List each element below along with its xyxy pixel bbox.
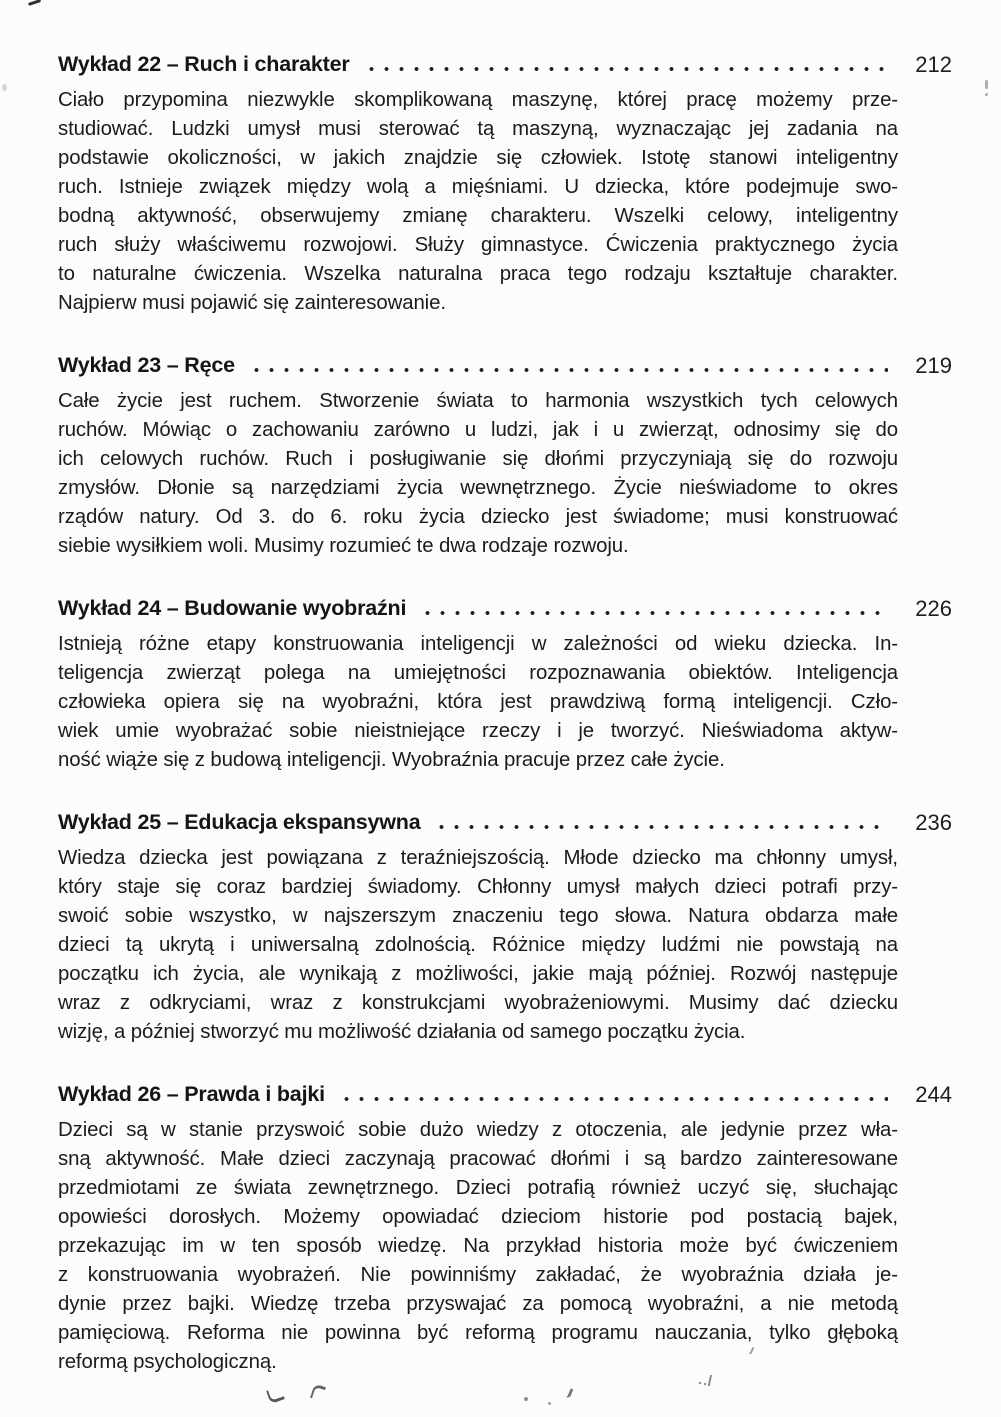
toc-entry-page-number: 236 [915,810,952,835]
scan-artifact [524,1397,528,1401]
summary-line: który staje się coraz bardziej świadomy. Chłonny umysł małych dzieci potrafi przy- [58,876,898,898]
toc-entry-title: Wykład 24 – Budowanie wyobraźni [58,596,407,620]
summary-line: Ciało przypomina niezwykle skomplikowaną maszynę, której pracę możemy prze- [58,89,898,111]
scan-artifact [548,1402,551,1405]
summary-line: podstawie okoliczności, w jakich znajdzie się człowiek. Istotę stanowi inteligentny [58,147,898,169]
summary-line: studiować. Ludzki umysł musi sterować tą maszyną, wyznaczając jej zadania na [58,118,898,140]
summary-line: teligencja zwierząt polega na umiejętności rozpoznawania obiektów. Inteligencja [58,662,898,684]
summary-line: początku ich życia, ale wynikają z możliwości, jakie mają później. Rozwój następuje [58,963,898,985]
toc-entry-title: Wykład 25 – Edukacja ekspansywna [58,810,421,834]
summary-line: bodną aktywność, obserwujemy zmianę charakteru. Wszelki celowy, inteligentny [58,205,898,227]
toc-entry-title: Wykład 26 – Prawda i bajki [58,1082,325,1106]
summary-line: sną aktywność. Małe dzieci zaczynają pracować dłońmi i są bardzo zainteresowane [58,1148,898,1170]
summary-line: Wiedza dziecka jest powiązana z teraźniejszością. Młode dziecko ma chłonny umysł, [58,847,898,869]
summary-line: przekazując im w ten sposób wiedzę. Na przykład historia może być ćwiczeniem [58,1235,898,1257]
toc-entry-summary [58,387,898,561]
toc-entry-title: Wykład 23 – Ręce [58,353,235,377]
toc-entry-page-number: 244 [915,1082,952,1107]
summary-line: to naturalne ćwiczenia. Wszelka naturalna praca tego rodzaju kształtuje charakter. [58,263,898,285]
scan-artifact [560,1385,574,1398]
toc-entry-heading [58,594,952,623]
toc-entry-heading [58,808,952,837]
summary-line: zmysłów. Dłonie są narzędziami życia wewnętrznego. Życie nieświadome to okres [58,477,898,499]
summary-line: dzieci tą ukrytą i uniwersalną zdolnością. Różnice między ludźmi nie powstają na [58,934,898,956]
toc-entry-lecture-25 [58,808,952,1047]
summary-line: rządów natury. Od 3. do 6. roku życia dziecko jest świadome; musi konstruować [58,506,898,528]
toc-entry-summary [58,86,898,318]
summary-line: reformą psychologiczną. [58,1351,277,1373]
scan-artifact [985,80,988,89]
toc-entry-heading [58,351,952,380]
summary-line: ruch. Istnieje związek między wolą a mięśniami. U dziecka, które podejmuje swo- [58,176,898,198]
dot-leader [420,610,888,616]
summary-line: dynie przez bajki. Wiedzę trzeba przyswajać za pomocą wyobraźni, a nie metodą [58,1293,898,1315]
toc-entry-summary [58,630,898,775]
summary-line: ruchów. Mówiąc o zachowaniu zarówno u ludzi, jak i u zwierząt, odnosimy się do [58,419,898,441]
summary-line: Istnieją różne etapy konstruowania inteligencji w zależności od wieku dziecka. In- [58,633,898,655]
dot-leader [364,66,888,72]
summary-line: pamięciową. Reforma nie powinna być reformą programu nauczania, tylko głęboką [58,1322,898,1344]
scan-artifact [985,93,988,96]
dot-leader [249,367,888,373]
toc-entry-lecture-24 [58,594,952,775]
toc-entry-lecture-23 [58,351,952,561]
summary-line: z konstruowania wyobrażeń. Nie powinniśmy zakładać, że wyobraźnia działa je- [58,1264,898,1286]
dot-leader [434,824,888,830]
scan-artifact [310,1384,326,1402]
toc-entry-page-number: 212 [915,52,952,77]
toc-entry-heading [58,50,952,79]
toc-entry-summary [58,1116,898,1377]
summary-line: ność wiąże się z budową inteligencji. Wyobraźnia pracuje przez całe życie. [58,749,725,771]
summary-line: opowieści dorosłych. Możemy opowiadać dzieciom historie pod postacią bajek, [58,1206,898,1228]
toc-entry-lecture-26 [58,1080,952,1377]
toc-page-content [58,50,952,1377]
toc-entry-page-number: 226 [915,596,952,621]
summary-line: wizję, a później stworzyć mu możliwość działania od samego początku życia. [58,1021,746,1043]
summary-line: przedmiotami ze świata zewnętrznego. Dzieci potrafią również uczyć się, słuchając [58,1177,898,1199]
summary-line: człowieka opiera się na wyobraźni, która jest prawdziwą formą inteligencji. Czło- [58,691,898,713]
toc-entry-lecture-22 [58,50,952,318]
toc-entry-heading [58,1080,952,1109]
summary-line: Dzieci są w stanie przyswoić sobie dużo wiedzy z otoczenia, ale jedynie przez wła- [58,1119,898,1141]
toc-entry-page-number: 219 [915,353,952,378]
scan-artifact [28,0,41,6]
summary-line: ich celowych ruchów. Ruch i posługiwanie się dłońmi przyczyniają się do rozwoju [58,448,898,470]
dot-leader [339,1096,888,1102]
scan-artifact [266,1386,285,1404]
summary-line: siebie wysiłkiem woli. Musimy rozumieć te dwa rodzaje rozwoju. [58,535,629,557]
summary-line: Najpierw musi pojawić się zainteresowanie. [58,292,446,314]
scan-artifact [2,84,7,91]
summary-line: swoić sobie wszystko, w najszerszym znaczeniu tego słowa. Natura obdarza małe [58,905,898,927]
summary-line: wraz z odkryciami, wraz z konstrukcjami wyobrażeniowymi. Musimy dać dziecku [58,992,898,1014]
summary-line: wiek umie wyobrażać sobie nieistniejące rzeczy i je tworzyć. Nieświadoma aktyw- [58,720,898,742]
toc-entry-title: Wykład 22 – Ruch i charakter [58,52,350,76]
toc-entry-summary [58,844,898,1047]
summary-line: Całe życie jest ruchem. Stworzenie świata to harmonia wszystkich tych celowych [58,390,898,412]
summary-line: ruch służy właściwemu rozwojowi. Służy gimnastyce. Ćwiczenia praktycznego życia [58,234,898,256]
